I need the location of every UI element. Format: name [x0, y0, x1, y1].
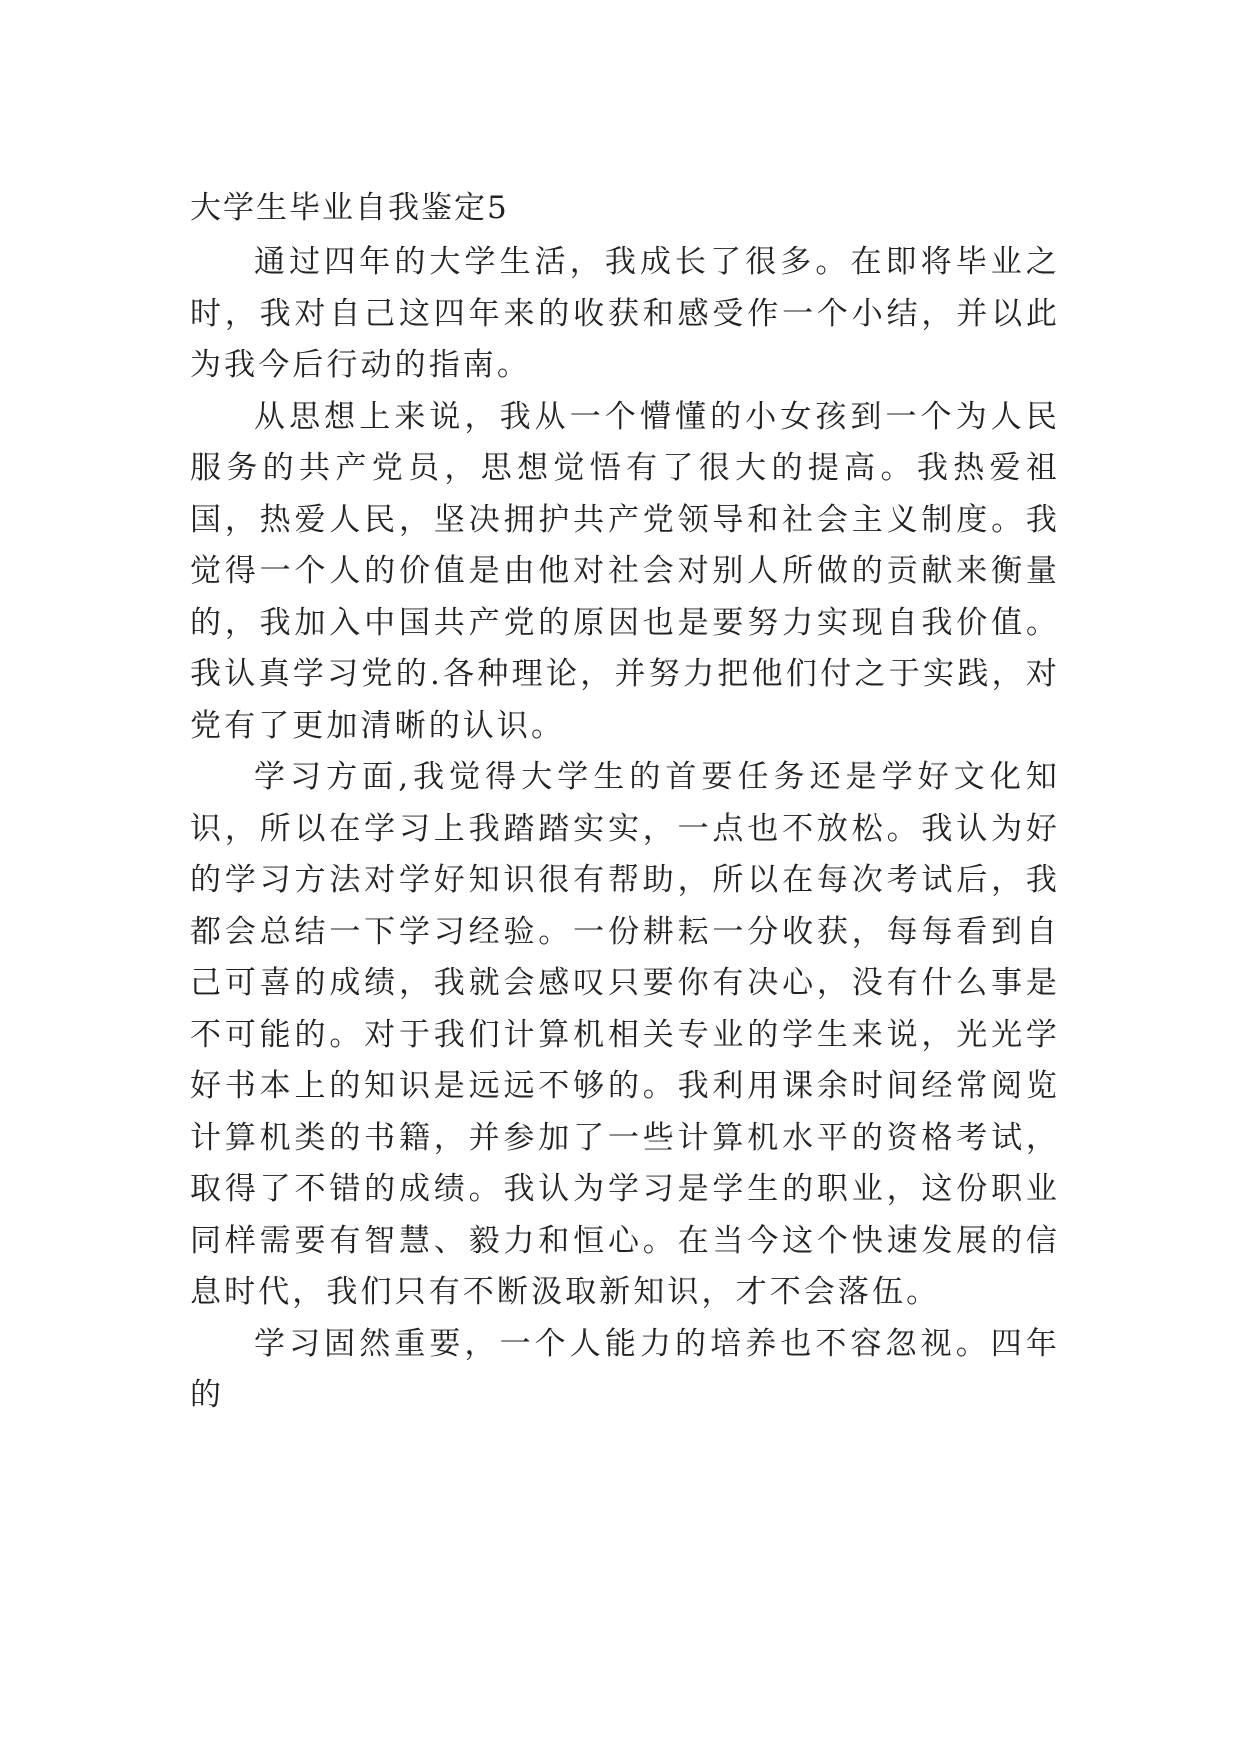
- document-page: [190, 186, 1060, 1422]
- paragraph-ability: 学习固然重要，一个人能力的培养也不容忽视。四年的: [190, 1325, 1060, 1413]
- document-title: 大学生毕业自我鉴定5: [190, 190, 509, 226]
- paragraph-ideology: 从思想上来说，我从一个懵懂的小女孩到一个为人民服务的共产党员，思想觉悟有了很大的提高。我热爱祖国，热爱人民，坚决拥护共产党领导和社会主义制度。我觉得一个人的价值是由他对社会对别人所做的贡献来衡量的，我加入中国共产党的原因也是要努力实现自我价值。我认真学习党的.各种理论，并努力把他们付之于实践，对党有了更加清晰的认识。: [190, 398, 1060, 744]
- paragraph-study: 学习方面,我觉得大学生的首要任务还是学好文化知识，所以在学习上我踏踏实实，一点也不放松。我认为好的学习方法对学好知识很有帮助，所以在每次考试后，我都会总结一下学习经验。一份耕耘一分收获，每每看到自己可喜的成绩，我就会感叹只要你有决心，没有什么事是不可能的。对于我们计算机相关专业的学生来说，光光学好书本上的知识是远远不够的。我利用课余时间经常阅览计算机类的书籍，并参加了一些计算机水平的资格考试，取得了不错的成绩。我认为学习是学生的职业，这份职业同样需要有智慧、毅力和恒心。在当今这个快速发展的信息时代，我们只有不断汲取新知识，才不会落伍。: [190, 759, 1060, 1310]
- paragraph-intro: 通过四年的大学生活，我成长了很多。在即将毕业之时，我对自己这四年来的收获和感受作一个小结，并以此为我今后行动的指南。: [190, 244, 1060, 383]
